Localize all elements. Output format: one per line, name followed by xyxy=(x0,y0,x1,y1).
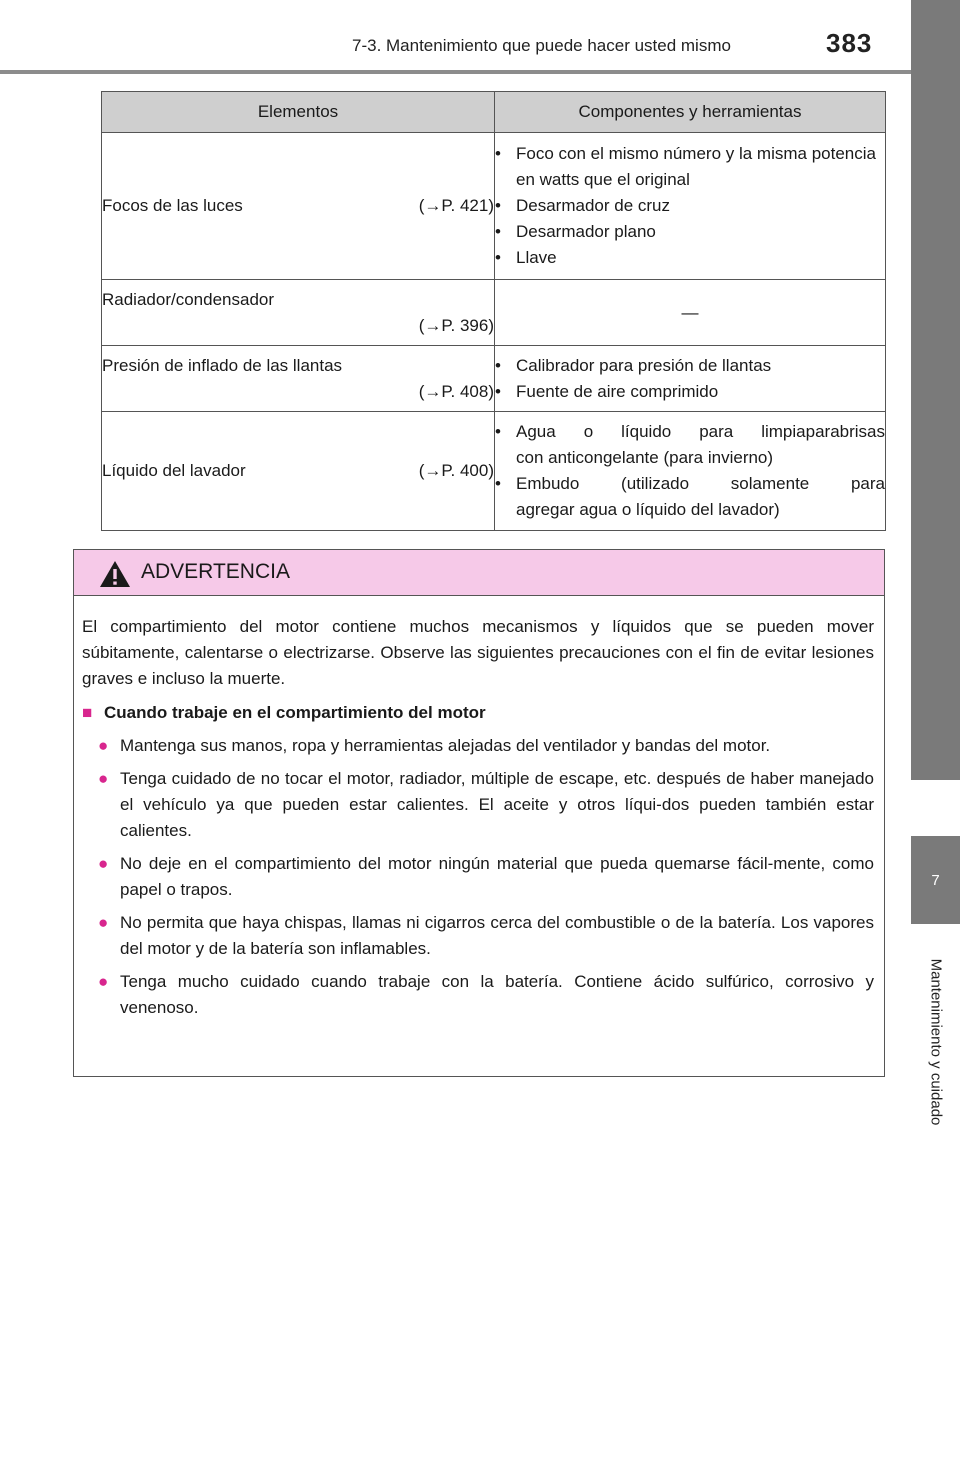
item-cell xyxy=(102,133,495,280)
page-reference[interactable]: (→P. 396) xyxy=(418,315,494,335)
warning-triangle-icon xyxy=(98,559,132,594)
warning-item-text: No deje en el compartimiento del motor ningún material que pueda quemarse fácil-mente, como papel o trapos. xyxy=(120,854,874,899)
bullet: • xyxy=(495,422,501,441)
warning-item-text: Tenga mucho cuidado cuando trabaje con la batería. Contiene ácido sulfúrico, corrosivo y venenoso. xyxy=(120,972,874,1017)
warning-subheading xyxy=(82,700,874,726)
section-title: 7-3. Mantenimiento que puede hacer usted mismo xyxy=(352,36,731,55)
dot-bullet-icon: ● xyxy=(98,972,109,991)
warning-item-text: No permita que haya chispas, llamas ni cigarros cerca del combustible o de la batería. Los vapores del motor y de la batería son inflamables. xyxy=(120,913,874,958)
warning-item-text: Tenga cuidado de no tocar el motor, radiador, múltiple de escape, etc. después de haber manejado el vehículo ya que pueden estar calientes. El aceite y otros líqui-dos pueden también estar calientes. xyxy=(120,769,874,840)
bullet: • xyxy=(495,248,501,267)
page-number: 383 xyxy=(826,28,873,58)
bullet: • xyxy=(495,474,501,493)
dot-bullet-icon: ● xyxy=(98,769,109,788)
tool-item: • Foco con el mismo número y la misma potencia en watts que el original xyxy=(495,141,885,193)
warning-list-item xyxy=(82,969,874,1021)
table-row xyxy=(102,280,886,346)
tool-item: • Fuente de aire comprimido xyxy=(495,379,885,405)
tool-item: • Calibrador para presión de llantas xyxy=(495,353,885,379)
warning-intro: El compartimiento del motor contiene muchos mecanismos y líquidos que se pueden mover súbitamente, calentarse o electrizarse. Observe las siguientes precauciones con el fin de evitar lesiones graves e incluso la muerte. xyxy=(82,617,874,688)
subheading-text: Cuando trabaje en el compartimiento del motor xyxy=(104,703,486,722)
square-bullet-icon: ■ xyxy=(82,703,93,722)
tool-item: • Agua o líquido para limpiaparabrisas xyxy=(495,419,885,445)
tool-item: • Desarmador plano xyxy=(495,219,885,245)
tools-cell xyxy=(495,346,886,412)
tool-item: agregar agua o líquido del lavador) xyxy=(516,500,780,519)
chapter-number: 7 xyxy=(931,871,940,889)
warning-header xyxy=(74,550,884,596)
warning-body xyxy=(74,596,884,1021)
page-reference[interactable]: (→P. 421) xyxy=(418,196,494,215)
tool-item: con anticongelante (para invierno) xyxy=(516,448,774,467)
parts-tools-table xyxy=(101,91,886,531)
bullet: • xyxy=(495,196,501,215)
bullet: • xyxy=(495,355,501,375)
warning-list-item xyxy=(82,733,874,759)
item-name: Radiador/condensador xyxy=(102,289,275,309)
item-name: Presión de inflado de las llantas xyxy=(102,355,343,375)
table-row xyxy=(102,412,886,531)
tools-cell xyxy=(495,280,886,346)
bullet: • xyxy=(495,381,501,401)
warning-box xyxy=(73,549,885,1077)
side-tab-bar xyxy=(911,0,960,780)
header-divider xyxy=(0,70,960,74)
item-name: Líquido del lavador xyxy=(102,461,246,480)
item-cell xyxy=(102,412,495,531)
table-row xyxy=(102,133,886,280)
warning-list-item xyxy=(82,851,874,903)
no-tools-dash: — xyxy=(681,302,699,322)
column-header-tools: Componentes y herramientas xyxy=(495,92,886,133)
warning-title: ADVERTENCIA xyxy=(141,560,290,583)
tool-item: • Llave xyxy=(495,245,885,271)
bullet: • xyxy=(495,144,501,163)
dot-bullet-icon: ● xyxy=(98,736,109,755)
chapter-tab[interactable] xyxy=(911,836,960,924)
item-name: Focos de las luces xyxy=(102,196,243,215)
warning-list-item xyxy=(82,910,874,962)
tools-cell xyxy=(495,133,886,280)
page-reference[interactable]: (→P. 400) xyxy=(418,461,494,480)
table-header-row xyxy=(102,92,886,133)
tool-item: • Desarmador de cruz xyxy=(495,193,885,219)
table-row xyxy=(102,346,886,412)
item-cell xyxy=(102,280,495,346)
tools-cell xyxy=(495,412,886,531)
warning-list-item xyxy=(82,766,874,844)
warning-item-text: Mantenga sus manos, ropa y herramientas alejadas del ventilador y bandas del motor. xyxy=(120,736,771,755)
tool-item: • Embudo (utilizado solamente para xyxy=(495,471,885,497)
page-reference[interactable]: (→P. 408) xyxy=(418,381,494,401)
dot-bullet-icon: ● xyxy=(98,913,109,932)
chapter-label: Mantenimiento y cuidado xyxy=(927,958,945,1126)
bullet: • xyxy=(495,222,501,241)
column-header-items: Elementos xyxy=(102,92,495,133)
item-cell xyxy=(102,346,495,412)
dot-bullet-icon: ● xyxy=(98,854,109,873)
